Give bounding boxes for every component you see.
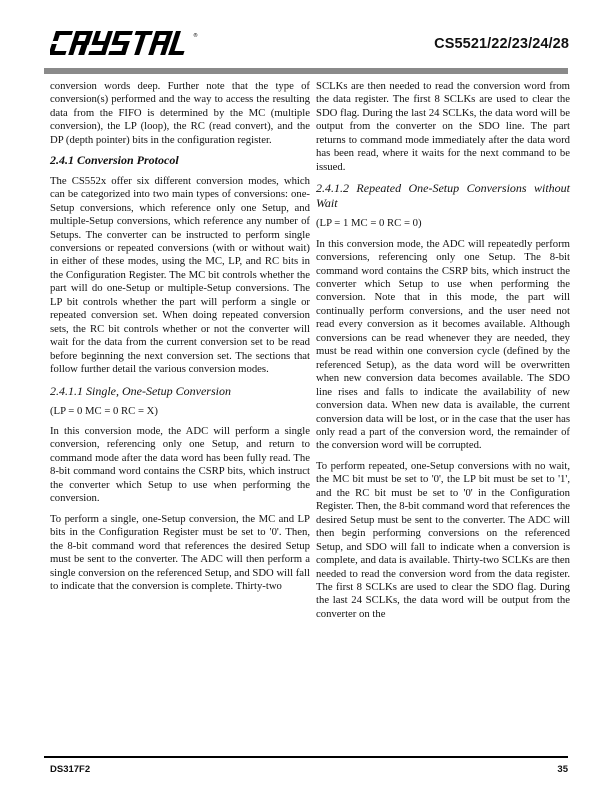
paragraph: In this conversion mode, the ADC will perform a single conversion, referencing only one Setup, and return to command mode after the data word has been fully read. The 8-bit command word contains the CSRP bits, which instruct the converter which Setup to use when performing the conversion. (50, 424, 310, 505)
paragraph: To perform a single, one-Setup conversion, the MC and LP bits in the Configuration Register must be set to '0'. Then, the 8-bit command word that references the desired Setup must be sent to the converter. The ADC will then perform a single conversion on the referenced Setup, and SDO will fall to indicate that the conversion is complete. Thirty-two (50, 512, 310, 592)
registered-mark: ® (193, 33, 198, 39)
paragraph: conversion words deep. Further note that the type of conversion(s) performed and the way to access the resulting data from the FIFO is determined by the MC (multiple conversion), the LP (loop), the RC (read convert), and the DP (depth pointer) bits in the configuration register. (50, 80, 310, 146)
document-id: DS317F2 (50, 764, 91, 775)
header-rule (44, 68, 568, 74)
document-title: CS5521/22/23/24/28 (434, 36, 569, 52)
paragraph: The CS552x offer six different conversion modes, which can be categorized into two main types of conversions: one-Setup conversions, which reference only one Setup, and multiple-Setup conversions, which reference any number of Setups. The converter can be instructed to perform single conversions or repeated conversions (with or without wait) in either of these modes, using the MC, LP, and RC bits in the Configuration Register. The MC bit controls whether the part will do one-Setup or multiple-Setup conversions. The LP bit controls whether the part will perform a single or repeated conversion set. When doing repeated conversion sets, the RC bit controls whether or not the converter will wait for the data from the current conversion set to be read before beginning the next conversion set. The sections that follow further detail the various conversion modes. (50, 174, 310, 376)
page-number: 35 (557, 764, 568, 775)
mode-bits: (LP = 1 MC = 0 RC = 0) (316, 217, 422, 230)
section-heading-2-4-1-1: 2.4.1.1 Single, One-Setup Conversion (50, 383, 231, 398)
paragraph: SCLKs are then needed to read the conversion word from the data register. The first 8 SCLKs are used to clear the SDO flag. During the last 24 SCLKs, the data word will be output from the converter on the SDO line. The part returns to command mode immediately after the data word has been read, where it waits for the next command to be issued. (316, 80, 570, 173)
paragraph: In this conversion mode, the ADC will repeatedly perform conversions, referencing only one Setup. The 8-bit command word contains the CSRP bits, which instruct the converter which Setup to use when performing the conversion. Note that in this mode, the part will continually perform conversions, and the user need not read every conversion as it becomes available. Although conversions can be read whenever they are needed, they must be read within one conversion cycle (defined by the referenced Setup), as the data word will be overwritten when new conversion data becomes available. The SDO line rises and falls to indicate the availability of new conversion data. When new data is available, the current conversion data will be lost, or in the case that the user has only read a part of the conversion word, the remainder of the conversion word will be corrupted. (316, 237, 570, 452)
paragraph: To perform repeated, one-Setup conversions with no wait, the MC bit must be set to '0', the LP bit must be set to '1', and the RC bit must be set to '0' in the Configuration Register. Then, the 8-bit command word that references the desired Setup must be sent to the converter. The ADC will then begin performing conversions on the referenced Setup, and SDO will fall to indicate when a conversion is complete, and data is available. Thirty-two SCLKs are then needed to read the conversion word from the data register. The first 8 SCLKs are used to clear the SDO flag. During the last 24 SCLKs, the data word will be output from the converter on the (316, 459, 570, 620)
right-column (316, 80, 570, 628)
left-column (50, 80, 310, 600)
crystal-logo (50, 31, 200, 55)
section-heading-2-4-1-2: 2.4.1.2 Repeated One-Setup Conversions without Wait (316, 181, 570, 211)
section-heading-2-4-1: 2.4.1 Conversion Protocol (50, 153, 179, 168)
mode-bits: (LP = 0 MC = 0 RC = X) (50, 404, 158, 417)
footer-rule (44, 756, 568, 758)
